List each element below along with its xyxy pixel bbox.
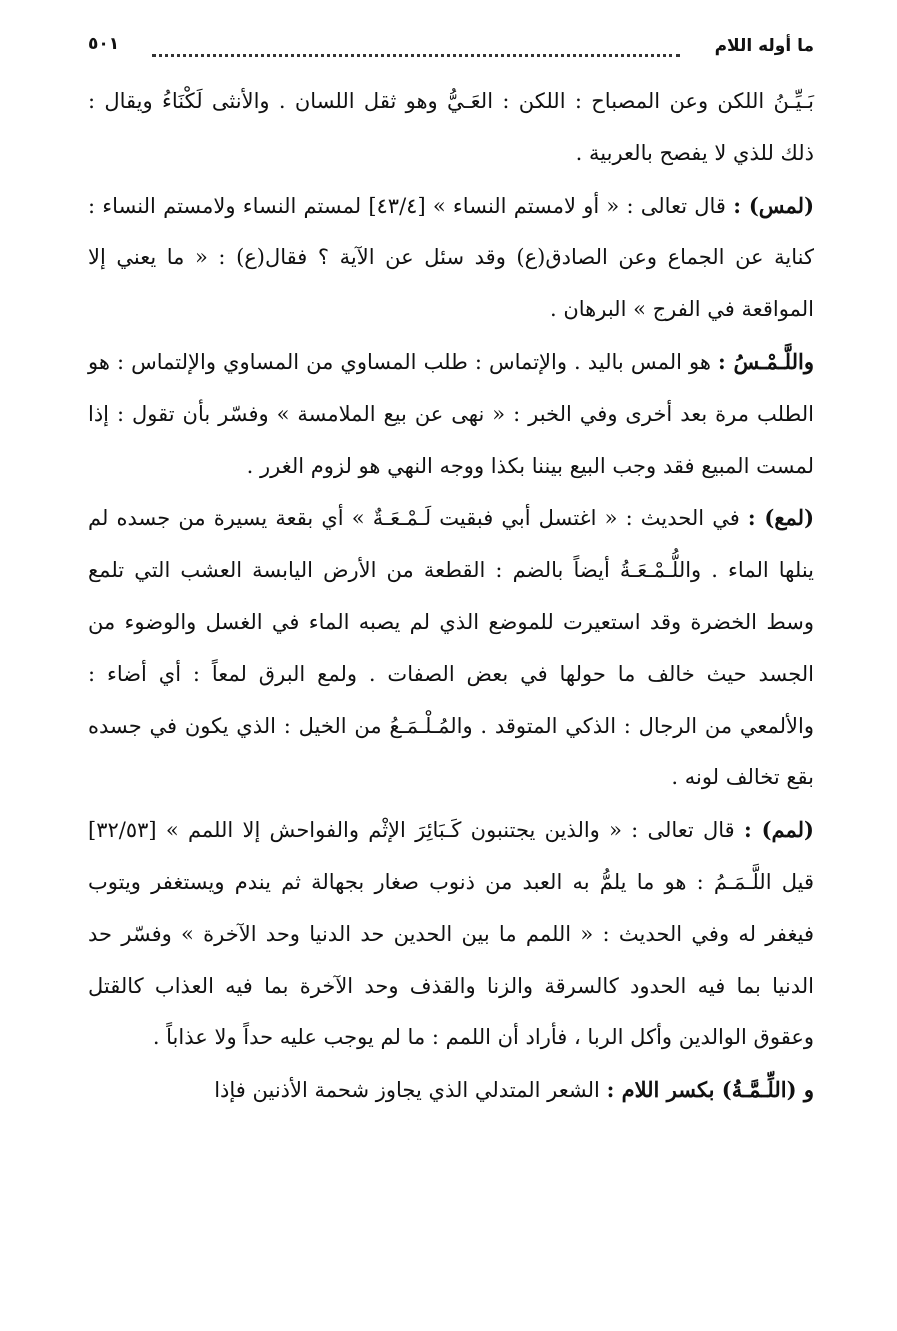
entry-headword: (لمع) : xyxy=(747,505,814,531)
paragraph-lakn xyxy=(88,76,814,180)
paragraph-text: بَـيِّـنُ اللكن وعن المصباح : اللكن : العَـيُّ وهو ثقل اللسان . والأنثى لَكْنَاءُ ويقال : ذلك للذي لا يفصح بالعربية . xyxy=(88,89,814,165)
entry-headword: و (اللِّـمَّـةُ) بكسر اللام : xyxy=(606,1077,814,1103)
entry-headword: واللَّـمْـسُ : xyxy=(718,348,814,374)
paragraph-text: قال تعالى : « والذين يجتنبون كَـبَائِرَ الإثْم والفواحش إلا اللمم » [٣٢/٥٣] قيل اللَّـمَـمُ : هو ما يلمُّ به العبد من ذنوب صغار بجهالة ثم يندم ويستغفر ويتوب فيغفر له وفي الحديث : « اللمم ما بين الحدين حد الدنيا وحد الآخرة » وفسّر حد الدنيا بما فيه الحدود كالسرقة والزنا والقذف وحد الآخرة بما فيه العذاب كالقتل وعقوق الوالدين وأكل الربا ، فأراد أن اللمم : ما لم يوجب عليه حداً ولا عذاباً . xyxy=(88,818,815,1050)
paragraph-text: في الحديث : « اغتسل أبي فبقيت لَـمْـعَـةٌ » أي بقعة يسيرة من جسده لم ينلها الماء . واللُّـمْـعَـةُ أيضاً بالضم : القطعة من الأرض اليابسة العشب التي تلمع وسط الخضرة وقد استعيرت للموضع الذي لم يصبه الماء في الغسل والوضوء من الجسد حيث خالف ما حولها في بعض الصفات . ولمع البرق لمعاً : أي أضاء : والألمعي من الرجال : الذكي المتوقد . والمُـلْـمَـعُ من الخيل : الذي يكون في جسده بقع تخالف لونه . xyxy=(88,506,814,790)
header-dot-leader xyxy=(152,54,680,57)
running-header xyxy=(88,30,814,62)
paragraph-allams xyxy=(88,336,814,492)
entry-headword: (لمم) : xyxy=(743,817,814,843)
paragraph-lamam xyxy=(88,804,814,1064)
paragraph-text: هو المس باليد . والإتماس : طلب المساوي من المساوي والإلتماس : هو الطلب مرة بعد أخرى وفي الخبر : « نهى عن بيع الملامسة » وفسّر بأن تقول : إذا لمست المبيع فقد وجب البيع بيننا بكذا ووجه النهي هو لزوم الغرر . xyxy=(88,349,814,478)
paragraph-text: الشعر المتدلي الذي يجاوز شحمة الأذنين فإذا xyxy=(214,1078,600,1103)
paragraph-allimma xyxy=(88,1064,814,1117)
paragraph-text: قال تعالى : « أو لامستم النساء » [٤٣/٤] لمستم النساء ولامستم النساء : كناية عن الجماع وعن الصادق(ع) وقد سئل عن الآية ؟ فقال(ع) : « ما يعني إلا المواقعة في الفرج » البرهان . xyxy=(88,193,814,322)
entry-headword: (لمس) : xyxy=(733,192,815,218)
paragraph-lama xyxy=(88,492,814,804)
page-number: ٥٠١ xyxy=(88,34,120,54)
document-page xyxy=(88,30,814,1117)
header-title: ما أوله اللام xyxy=(714,36,814,56)
paragraph-lams xyxy=(88,180,814,336)
